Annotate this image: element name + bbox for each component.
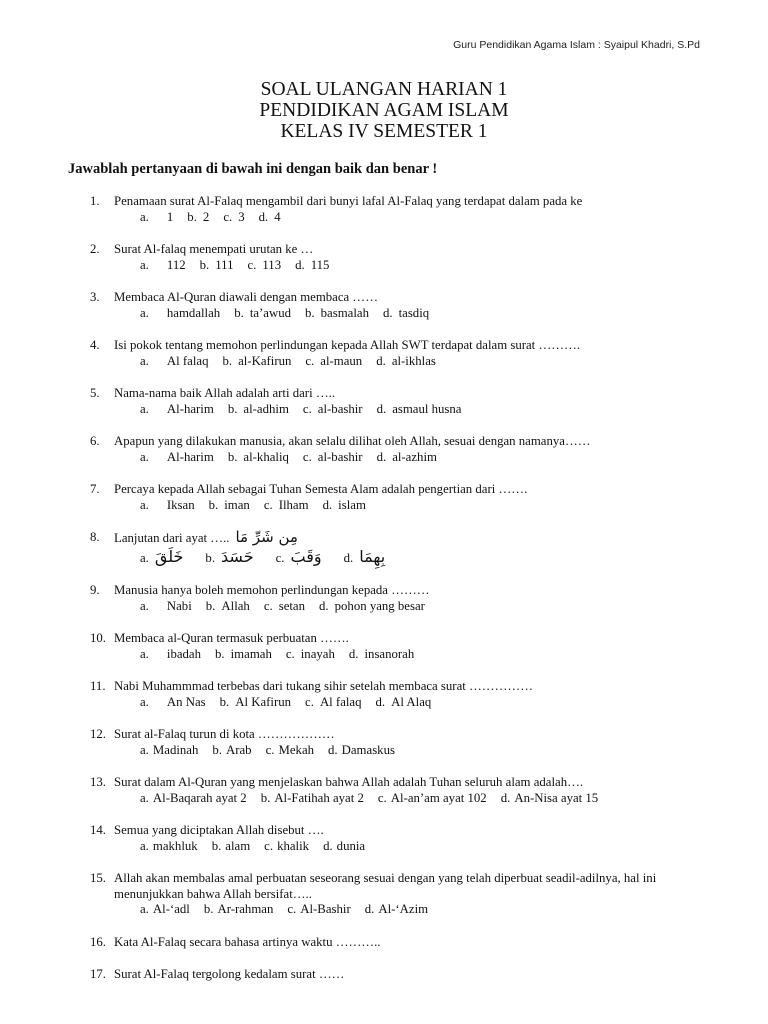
option-text: بِهِمَا xyxy=(359,546,386,566)
option-letter: b. xyxy=(208,497,219,512)
option-letter: d. xyxy=(364,902,375,916)
answer-option xyxy=(228,450,289,466)
option-letter: c. xyxy=(223,209,233,224)
answer-option xyxy=(264,839,309,855)
question-text-content: Isi pokok tentang memohon perlindungan kepada Allah SWT terdapat dalam surat ………. xyxy=(114,338,581,352)
question-text xyxy=(114,482,710,498)
option-letter: c. xyxy=(285,646,295,661)
option-letter: d. xyxy=(376,353,386,368)
question-item xyxy=(90,530,710,566)
option-text: Al falaq xyxy=(166,353,209,368)
answer-option xyxy=(205,546,254,567)
option-letter: a. xyxy=(140,401,149,416)
answer-option xyxy=(275,546,322,567)
option-text: imamah xyxy=(230,646,272,661)
question-text-content: Kata Al-Falaq secara bahasa artinya waktu ……….. xyxy=(114,934,381,949)
option-text: Ar-rahman xyxy=(217,902,274,916)
option-text: خَلَقَ xyxy=(154,546,184,566)
answer-option xyxy=(305,306,369,322)
question-text xyxy=(114,823,710,839)
option-letter: b. xyxy=(260,790,271,805)
answer-option xyxy=(303,450,363,466)
question-text-content: Allah akan membalas amal perbuatan seseorang sesuai dengan yang telah diperbuat seadil-adilnya, hal ini menunjukkan bahwa Allah bersifat….. xyxy=(114,871,657,901)
answer-option xyxy=(264,599,305,615)
answer-option xyxy=(328,743,395,759)
option-letter: b. xyxy=(205,598,216,613)
question-number: 9. xyxy=(90,583,100,597)
question-item xyxy=(90,290,710,321)
option-text: asmaul husna xyxy=(392,401,462,416)
question-text-content: Percaya kepada Allah sebagai Tuhan Semesta Alam adalah pengertian dari ……. xyxy=(114,482,528,496)
answer-option xyxy=(212,839,250,855)
option-text: Ilham xyxy=(278,497,309,512)
exam-class: KELAS IV SEMESTER 1 xyxy=(280,121,488,142)
option-letter: d. xyxy=(328,742,338,757)
option-text: 3 xyxy=(238,209,245,224)
answer-options xyxy=(140,354,710,370)
question-text-content: Membaca Al-Quran diawali dengan membaca …… xyxy=(114,290,379,304)
option-letter: b. xyxy=(211,838,222,853)
question-item xyxy=(90,775,710,806)
option-letter: d. xyxy=(319,598,329,613)
option-text: Madinah xyxy=(152,742,199,757)
option-text: al-khaliq xyxy=(243,449,289,464)
question-text xyxy=(114,727,710,743)
question-item xyxy=(90,242,710,273)
option-letter: b. xyxy=(305,305,315,320)
option-text: Al-‘Azim xyxy=(378,902,429,916)
option-letter: c. xyxy=(264,838,274,853)
option-letter: c. xyxy=(287,902,297,916)
option-letter: c. xyxy=(275,550,285,565)
option-letter: c. xyxy=(265,742,275,757)
answer-options xyxy=(140,695,710,711)
answer-option xyxy=(212,743,251,759)
question-text-content: Nabi Muhammmad terbebas dari tukang sihir setelah membaca surat …………… xyxy=(114,679,533,693)
answer-options xyxy=(140,258,710,274)
answer-option xyxy=(305,695,361,711)
option-text: Al-an’am ayat 102 xyxy=(390,790,487,805)
question-text-content: Penamaan surat Al-Falaq mengambil dari bunyi lafal Al-Falaq yang terdapat dalam pada ke xyxy=(114,194,583,208)
answer-option xyxy=(140,210,173,226)
answer-option xyxy=(209,498,250,514)
answer-option xyxy=(247,258,281,274)
question-item xyxy=(90,434,710,465)
option-text: Al Kafirun xyxy=(235,694,292,709)
answer-option xyxy=(349,647,414,663)
option-letter: a. xyxy=(140,209,149,224)
option-text: Al-Fatihah ayat 2 xyxy=(274,790,364,805)
answer-options xyxy=(140,839,710,855)
option-letter: d. xyxy=(343,550,354,565)
option-text: pohon yang besar xyxy=(334,598,425,613)
answer-option xyxy=(287,902,350,918)
option-letter: c. xyxy=(263,497,273,512)
option-letter: c. xyxy=(247,257,257,272)
option-text: dunia xyxy=(336,838,366,853)
option-text: 115 xyxy=(310,257,330,272)
option-text: وَقَبَ xyxy=(290,546,322,566)
answer-option xyxy=(365,902,428,918)
question-text xyxy=(114,967,710,983)
option-text: Damaskus xyxy=(341,742,395,757)
option-letter: a. xyxy=(140,449,149,464)
option-text: ibadah xyxy=(166,646,202,661)
answer-option xyxy=(140,695,206,711)
question-text-content: Apapun yang dilakukan manusia, akan selalu dilihat oleh Allah, sesuai dengan namanya…… xyxy=(114,434,591,448)
answer-option xyxy=(234,306,291,322)
option-text: 113 xyxy=(262,257,282,272)
option-text: Nabi xyxy=(166,598,192,613)
answer-option xyxy=(259,210,281,226)
option-letter: b. xyxy=(205,550,216,565)
answer-options xyxy=(140,210,710,226)
option-letter: d. xyxy=(376,401,387,416)
option-text: makhluk xyxy=(152,838,198,853)
answer-option xyxy=(228,402,289,418)
option-letter: c. xyxy=(302,449,312,464)
question-text-content: Surat Al-Falaq tergolong kedalam surat …… xyxy=(114,967,345,981)
question-item xyxy=(90,194,710,225)
option-text: insanorah xyxy=(364,646,415,661)
option-letter: d. xyxy=(500,790,511,805)
option-text: islam xyxy=(338,497,366,512)
answer-option xyxy=(140,791,247,807)
question-item xyxy=(90,871,710,918)
answer-option xyxy=(377,450,437,466)
option-letter: a. xyxy=(140,550,149,565)
option-letter: b. xyxy=(222,353,233,368)
option-letter: b. xyxy=(203,902,214,916)
question-text-content: Semua yang diciptakan Allah disebut …. xyxy=(114,823,324,837)
answer-option xyxy=(376,354,436,370)
option-text: An Nas xyxy=(166,694,206,709)
option-letter: d. xyxy=(323,838,333,853)
question-item xyxy=(90,482,710,513)
answer-options xyxy=(140,743,710,759)
answer-option xyxy=(140,839,198,855)
option-letter: b. xyxy=(215,646,225,661)
question-text-content: Lanjutan dari ayat ….. xyxy=(114,531,230,545)
question-text xyxy=(114,194,710,210)
question-number: 8. xyxy=(90,530,100,544)
question-number: 4. xyxy=(90,338,100,352)
answer-option xyxy=(206,599,250,615)
option-text: al-bashir xyxy=(317,401,363,416)
answer-option xyxy=(140,306,220,322)
question-item xyxy=(90,386,710,417)
answer-option xyxy=(220,695,291,711)
answer-option xyxy=(187,210,209,226)
option-text: Allah xyxy=(221,598,250,613)
question-text xyxy=(114,775,710,791)
option-text: 2 xyxy=(202,209,210,224)
answer-options xyxy=(140,450,710,466)
answer-option xyxy=(378,791,487,807)
option-text: Al-‘adl xyxy=(152,902,190,916)
question-number: 2. xyxy=(90,242,100,256)
option-letter: b. xyxy=(187,209,197,224)
option-letter: a. xyxy=(140,742,149,757)
question-number: 16. xyxy=(90,934,106,949)
option-letter: a. xyxy=(140,790,149,805)
option-letter: d. xyxy=(348,646,359,661)
answer-option xyxy=(266,743,314,759)
answer-option xyxy=(377,402,462,418)
option-text: Al-Baqarah ayat 2 xyxy=(152,790,247,805)
option-letter: d. xyxy=(295,257,305,272)
question-text xyxy=(114,935,710,951)
question-item xyxy=(90,583,710,614)
question-number: 5. xyxy=(90,386,100,400)
answer-option xyxy=(140,498,195,514)
question-text xyxy=(114,631,710,647)
option-letter: b. xyxy=(234,305,244,320)
answer-option xyxy=(140,450,214,466)
option-letter: c. xyxy=(377,790,387,805)
answer-option xyxy=(140,258,186,274)
option-text: Al-harim xyxy=(166,449,214,464)
question-text-content: Surat Al-falaq menempati urutan ke … xyxy=(114,242,314,256)
question-text-content: Membaca al-Quran termasuk perbuatan ……. xyxy=(114,631,349,645)
option-text: khalik xyxy=(277,838,310,853)
answer-option xyxy=(140,902,190,918)
question-number: 6. xyxy=(90,434,100,448)
option-text: al-azhim xyxy=(392,449,437,464)
question-item xyxy=(90,631,710,662)
option-text: 112 xyxy=(166,257,186,272)
option-letter: b. xyxy=(227,401,238,416)
question-text xyxy=(114,530,710,547)
exam-subject: PENDIDIKAN AGAM ISLAM xyxy=(259,100,509,121)
option-letter: b. xyxy=(212,742,222,757)
answer-option xyxy=(140,743,198,759)
option-letter: d. xyxy=(376,449,387,464)
option-text: 4 xyxy=(274,209,281,224)
answer-option xyxy=(305,354,362,370)
option-text: Al-Bashir xyxy=(300,902,351,916)
option-text: setan xyxy=(278,598,306,613)
option-letter: a. xyxy=(140,497,149,512)
option-text: Mekah xyxy=(278,742,315,757)
option-text: Iksan xyxy=(166,497,195,512)
question-number: 11. xyxy=(90,679,106,693)
question-text-content: Manusia hanya boleh memohon perlindungan kepada ……… xyxy=(114,583,430,597)
question-item xyxy=(90,967,710,983)
option-letter: c. xyxy=(302,401,312,416)
option-text: حَسَدَ xyxy=(221,546,254,566)
question-text-content: Surat dalam Al-Quran yang menjelaskan bahwa Allah adalah Tuhan seluruh alam adalah…. xyxy=(114,775,584,789)
option-text: al-Kafirun xyxy=(238,353,292,368)
option-letter: b. xyxy=(227,449,238,464)
arabic-verse: مِن شَرِّ مَا xyxy=(235,528,298,546)
option-letter: c. xyxy=(305,694,314,709)
answer-option xyxy=(303,402,363,418)
option-text: Al Alaq xyxy=(391,694,432,709)
option-letter: a. xyxy=(140,838,149,853)
answer-option xyxy=(140,599,192,615)
answer-options xyxy=(140,599,710,615)
option-text: tasdiq xyxy=(398,305,430,320)
option-text: al-bashir xyxy=(317,449,363,464)
answer-option xyxy=(261,791,364,807)
option-letter: d. xyxy=(258,209,269,224)
answer-options xyxy=(140,647,710,663)
question-item xyxy=(90,823,710,854)
answer-option xyxy=(215,647,272,663)
option-letter: d. xyxy=(375,694,386,709)
answer-option xyxy=(376,695,432,711)
option-letter: b. xyxy=(219,694,230,709)
exam-title-block xyxy=(0,79,768,142)
answer-options xyxy=(140,306,710,322)
answer-option xyxy=(140,402,214,418)
question-number: 14. xyxy=(90,823,106,837)
answer-option xyxy=(140,647,201,663)
question-text xyxy=(114,338,710,354)
question-text-content: Surat al-Falaq turun di kota ……………… xyxy=(114,727,335,741)
question-number: 3. xyxy=(90,290,100,304)
question-item xyxy=(90,727,710,758)
question-text xyxy=(114,290,710,306)
question-item xyxy=(90,679,710,710)
option-text: ta’awud xyxy=(249,305,292,320)
answer-option xyxy=(200,258,234,274)
answer-options xyxy=(140,546,710,567)
option-text: al-ikhlas xyxy=(391,353,436,368)
option-text: Al-harim xyxy=(166,401,214,416)
option-letter: a. xyxy=(140,646,149,661)
answer-options xyxy=(140,402,710,418)
option-text: alam xyxy=(225,838,251,853)
option-text: An-Nisa ayat 15 xyxy=(514,790,599,805)
option-letter: a. xyxy=(140,257,149,272)
option-text: inayah xyxy=(300,646,335,661)
answer-option xyxy=(343,546,386,567)
header-note: Guru Pendidikan Agama Islam : Syaipul Khadri, S.Pd xyxy=(453,39,700,51)
question-item xyxy=(90,338,710,369)
answer-option xyxy=(140,354,208,370)
option-letter: c. xyxy=(263,598,273,613)
option-text: al-adhim xyxy=(243,401,289,416)
answer-option xyxy=(295,258,329,274)
question-number: 17. xyxy=(90,967,106,981)
question-text-content: Nama-nama baik Allah adalah arti dari ….. xyxy=(114,386,336,400)
option-text: 111 xyxy=(215,257,234,272)
answer-option xyxy=(264,498,309,514)
option-text: Arab xyxy=(226,742,252,757)
answer-option xyxy=(501,791,598,807)
option-letter: d. xyxy=(382,305,393,320)
option-text: Al falaq xyxy=(319,694,362,709)
question-number: 13. xyxy=(90,775,106,789)
answer-option xyxy=(323,839,365,855)
answer-option xyxy=(383,306,429,322)
question-text xyxy=(114,679,710,695)
option-letter: a. xyxy=(140,694,149,709)
answer-option xyxy=(140,546,184,567)
question-number: 1. xyxy=(90,194,100,208)
answer-option xyxy=(222,354,291,370)
answer-options xyxy=(140,498,710,514)
question-number: 12. xyxy=(90,727,106,741)
option-letter: a. xyxy=(140,305,149,320)
instruction: Jawablah pertanyaan di bawah ini dengan baik dan benar ! xyxy=(68,161,438,177)
option-text: hamdallah xyxy=(166,305,221,320)
option-letter: b. xyxy=(199,257,210,272)
answer-option xyxy=(204,902,274,918)
question-text xyxy=(114,242,710,258)
question-text xyxy=(114,434,710,450)
question-number: 7. xyxy=(90,482,100,496)
answer-option xyxy=(286,647,335,663)
answer-option xyxy=(323,498,366,514)
question-list xyxy=(90,194,710,1000)
question-number: 15. xyxy=(90,871,106,885)
option-letter: a. xyxy=(140,598,149,613)
option-letter: a. xyxy=(140,902,149,916)
exam-title: SOAL ULANGAN HARIAN 1 xyxy=(260,79,508,100)
question-text xyxy=(114,583,710,599)
option-letter: a. xyxy=(140,353,149,368)
answer-option xyxy=(223,210,244,226)
option-text: iman xyxy=(224,497,250,512)
option-text: al-maun xyxy=(320,353,363,368)
question-text xyxy=(114,871,710,902)
option-letter: d. xyxy=(322,497,333,512)
answer-options xyxy=(140,902,710,918)
option-text: basmalah xyxy=(320,305,369,320)
question-number: 10. xyxy=(90,631,106,645)
question-item xyxy=(90,935,710,951)
option-text: 1 xyxy=(166,209,174,224)
question-text xyxy=(114,386,710,402)
answer-option xyxy=(319,599,425,615)
answer-options xyxy=(140,791,710,807)
option-letter: c. xyxy=(305,353,315,368)
